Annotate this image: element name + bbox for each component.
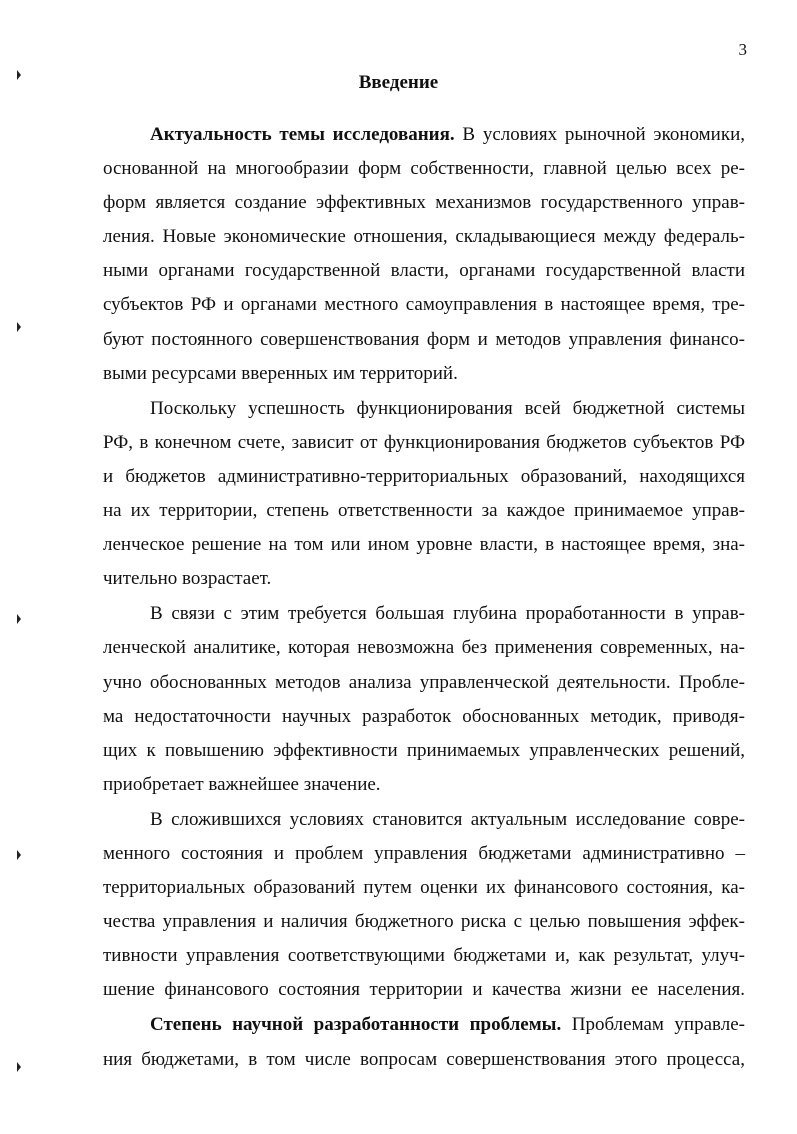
section-heading: Введение [358, 72, 439, 93]
text-line: Поскольку успешность функционирования всей бюджетной системы [150, 397, 745, 419]
binding-mark [17, 322, 21, 332]
binding-mark [17, 850, 21, 860]
text-line: основанной на многообразии форм собственности, главной целью всех ре- [103, 158, 745, 180]
text-line: чества управления и наличия бюджетного риска с целью повышения эффек- [103, 911, 745, 933]
paragraph [103, 803, 745, 1008]
text-line: ными органами государственной власти, органами государственной власти [103, 260, 745, 282]
text-line: выми ресурсами вверенных им территорий. [103, 362, 458, 384]
text-line: В сложившихся условиях становится актуальным исследование совре- [150, 808, 745, 830]
text-line: ленческое решение на том или ином уровне власти, в настоящее время, зна- [103, 534, 745, 556]
text-line: Степень научной разработанности проблемы. Проблемам управле- [150, 1014, 745, 1036]
text-line: ма недостаточности научных разработок обоснованных методик, приводя- [103, 705, 745, 727]
text-line: шение финансового состояния территории и качества жизни ее населения. [103, 979, 745, 1001]
text-line: ления. Новые экономические отношения, складывающиеся между федераль- [103, 226, 745, 248]
text-line: буют постоянного совершенствования форм и методов управления финансо- [103, 328, 745, 350]
binding-mark [17, 1062, 21, 1072]
paragraph [103, 118, 745, 391]
text-line: чительно возрастает. [103, 568, 272, 590]
text-line: субъектов РФ и органами местного самоуправления в настоящее время, тре- [103, 294, 745, 316]
paragraph [103, 1008, 745, 1076]
paragraph [103, 597, 745, 802]
text-line: приобретает важнейшее значение. [103, 773, 381, 795]
text-line: на их территории, степень ответственности за каждое принимаемое управ- [103, 500, 745, 522]
paragraph [103, 392, 745, 597]
text-line: ленческой аналитике, которая невозможна без применения современных, на- [103, 637, 745, 659]
text-line: РФ, в конечном счете, зависит от функционирования бюджетов субъектов РФ [103, 431, 745, 453]
bold-lead: Актуальность темы исследования. [150, 124, 455, 145]
binding-mark [17, 614, 21, 624]
text-line: форм является создание эффективных механизмов государственного управ- [103, 192, 745, 214]
text-line: тивности управления соответствующими бюджетами и, как результат, улуч- [103, 945, 745, 967]
binding-mark [17, 70, 21, 80]
text-line: Актуальность темы исследования. В условиях рыночной экономики, [150, 124, 746, 145]
text-line: менного состояния и проблем управления бюджетами административно – [103, 842, 745, 864]
text-line: и бюджетов административно-территориальных образований, находящихся [103, 465, 745, 487]
text-line: В связи с этим требуется большая глубина проработанности в управ- [150, 603, 745, 625]
text-line: щих к повышению эффективности принимаемых управленческих решений, [103, 739, 745, 761]
text-line: учно обоснованных методов анализа управленческой деятельности. Пробле- [103, 671, 745, 693]
text-line: ния бюджетами, в том числе вопросам совершенствования этого процесса, [103, 1048, 745, 1070]
page-number: 3 [738, 40, 747, 59]
bold-lead: Степень научной разработанности проблемы. [150, 1014, 562, 1036]
text-line: территориальных образований путем оценки их финансового состояния, ка- [103, 877, 745, 899]
body-text [103, 118, 745, 1077]
